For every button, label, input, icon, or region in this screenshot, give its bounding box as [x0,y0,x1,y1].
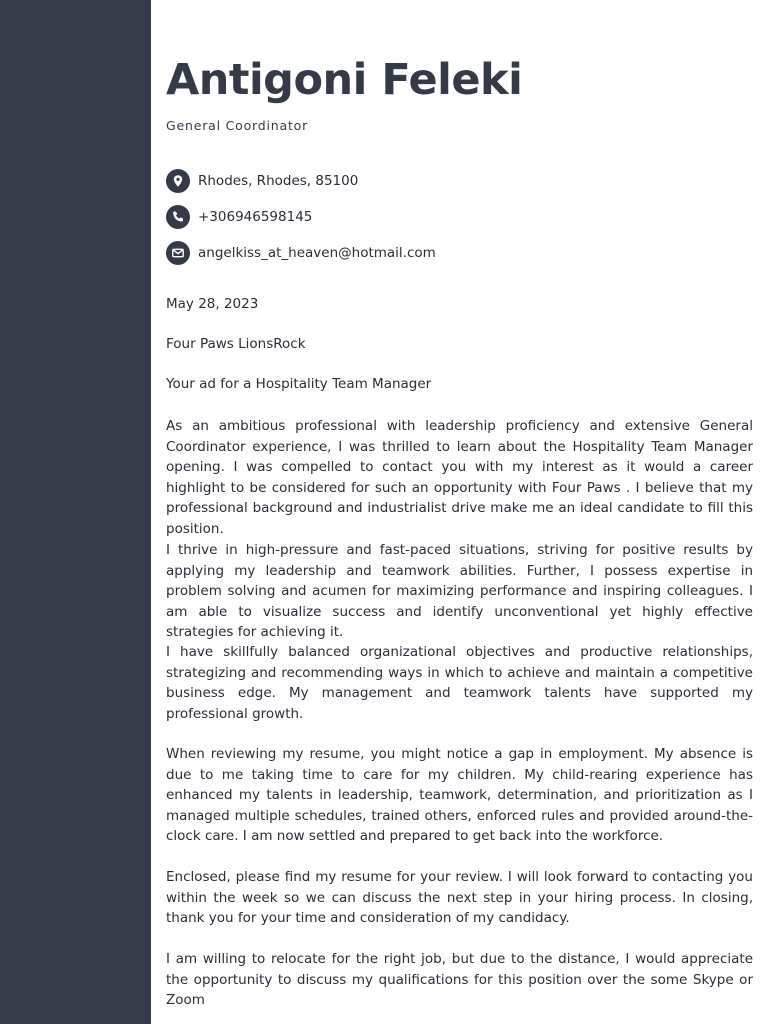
email-icon [166,241,190,265]
sidebar-stripe [0,0,151,1024]
location-text: Rhodes, Rhodes, 85100 [198,173,359,189]
phone-icon [166,205,190,229]
letter-date: May 28, 2023 [166,296,259,312]
letter-paragraph: Enclosed, please find my resume for your review. I will look forward to contacting you within the week so we can discuss the next step in your hiring process. In closing, thank you for your time and consideration of my candidacy. [166,869,753,927]
phone-text: +306946598145 [198,209,313,225]
applicant-name: Antigoni Feleki [166,55,523,105]
cover-letter-page [166,0,753,1024]
email-text: angelkiss_at_heaven@hotmail.com [198,245,436,261]
recipient-company: Four Paws LionsRock [166,336,306,352]
letter-paragraph: When reviewing my resume, you might notice a gap in employment. My absence is due to me taking time to care for my children. My child-rearing experience has enhanced my talents in leadership, teamwork, determination, and prioritization as I managed multiple schedules, trained others, enforced rules and provided around-the-clock care. I am now settled and prepared to get back into the workforce. [166,746,753,845]
letter-subject: Your ad for a Hospitality Team Manager [166,376,432,392]
letter-paragraph: I am willing to relocate for the right job, but due to the distance, I would appreciate the opportunity to discuss my qualifications for this position over the some Skype or Zoom [166,951,753,1009]
contact-email [166,241,436,265]
letter-paragraph: I have skillfully balanced organizational objectives and productive relationships, strategizing and recommending ways in which to achieve and maintain a competitive business edge. My management and teamwork talents have supported my professional growth. [166,644,753,722]
contact-location [166,169,358,193]
contact-phone [166,205,312,229]
letter-paragraph: I thrive in high-pressure and fast-paced situations, striving for positive results by applying my leadership and teamwork abilities. Further, I possess expertise in problem solving and acumen for maximizing performance and inspiring colleagues. I am able to visualize success and identify unconventional yet highly effective strategies for achieving it. [166,542,753,641]
letter-paragraph: As an ambitious professional with leadership proficiency and extensive General Coordinator experience, I was thrilled to learn about the Hospitality Team Manager opening. I was compelled to contact you with my interest as it would a career highlight to be considered for such an opportunity with Four Paws . I believe that my professional background and industrialist drive make me an ideal candidate to fill this position. [166,418,753,537]
job-title: General Coordinator [166,118,309,133]
location-pin-icon [166,169,190,193]
